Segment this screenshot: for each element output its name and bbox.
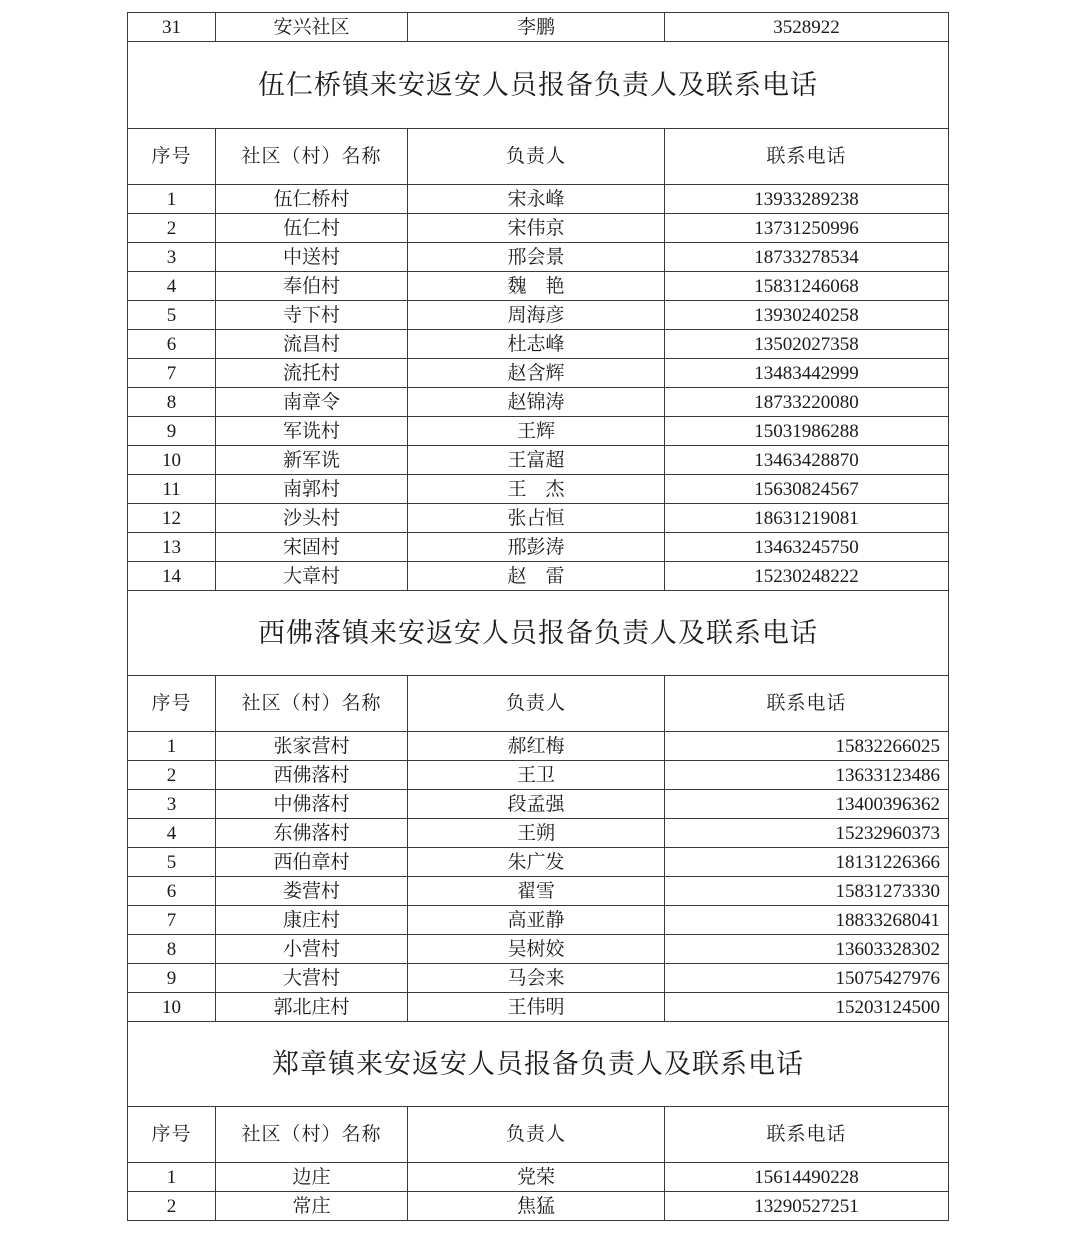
person-in-charge: 邢彭涛 — [408, 533, 665, 562]
person-in-charge: 宋永峰 — [408, 185, 665, 214]
person-in-charge: 魏 艳 — [408, 272, 665, 301]
person-in-charge: 杜志峰 — [408, 330, 665, 359]
table-header-row — [128, 676, 949, 732]
person-in-charge: 王富超 — [408, 446, 665, 475]
table-row — [128, 214, 949, 243]
person-in-charge: 王 杰 — [408, 475, 665, 504]
phone-number: 13400396362 — [665, 790, 949, 819]
phone-number: 13731250996 — [665, 214, 949, 243]
table-row — [128, 935, 949, 964]
phone-number: 18131226366 — [665, 848, 949, 877]
phone-number: 15630824567 — [665, 475, 949, 504]
table-row — [128, 301, 949, 330]
table-row — [128, 243, 949, 272]
table-row — [128, 446, 949, 475]
community-name: 宋固村 — [216, 533, 408, 562]
phone-number: 13483442999 — [665, 359, 949, 388]
phone-number: 15832266025 — [665, 732, 949, 761]
community-name: 安兴社区 — [216, 13, 408, 42]
row-number: 7 — [128, 359, 216, 388]
person-in-charge: 翟雪 — [408, 877, 665, 906]
person-in-charge: 王卫 — [408, 761, 665, 790]
contact-table-document — [127, 12, 948, 1221]
community-name: 娄营村 — [216, 877, 408, 906]
person-in-charge: 张占恒 — [408, 504, 665, 533]
table-row — [128, 330, 949, 359]
row-number: 3 — [128, 790, 216, 819]
phone-number: 18733278534 — [665, 243, 949, 272]
phone-number: 15614490228 — [665, 1163, 949, 1192]
row-number: 9 — [128, 417, 216, 446]
person-in-charge: 吴树姣 — [408, 935, 665, 964]
header-community: 社区（村）名称 — [216, 676, 408, 732]
header-number: 序号 — [128, 129, 216, 185]
community-name: 寺下村 — [216, 301, 408, 330]
header-person: 负责人 — [408, 129, 665, 185]
contact-table — [127, 12, 949, 1221]
row-number: 3 — [128, 243, 216, 272]
row-number: 1 — [128, 1163, 216, 1192]
row-number: 14 — [128, 562, 216, 591]
community-name: 军诜村 — [216, 417, 408, 446]
phone-number: 13463428870 — [665, 446, 949, 475]
section-title: 西佛落镇来安返安人员报备负责人及联系电话 — [128, 591, 949, 676]
table-row — [128, 848, 949, 877]
header-phone: 联系电话 — [665, 676, 949, 732]
table-row — [128, 504, 949, 533]
person-in-charge: 焦猛 — [408, 1192, 665, 1221]
community-name: 东佛落村 — [216, 819, 408, 848]
row-number: 4 — [128, 819, 216, 848]
row-number: 6 — [128, 877, 216, 906]
header-number: 序号 — [128, 676, 216, 732]
row-number: 8 — [128, 388, 216, 417]
community-name: 伍仁桥村 — [216, 185, 408, 214]
table-row — [128, 475, 949, 504]
community-name: 边庄 — [216, 1163, 408, 1192]
person-in-charge: 郝红梅 — [408, 732, 665, 761]
community-name: 郭北庄村 — [216, 993, 408, 1022]
header-number: 序号 — [128, 1107, 216, 1163]
section-title: 伍仁桥镇来安返安人员报备负责人及联系电话 — [128, 42, 949, 129]
table-row — [128, 562, 949, 591]
phone-number: 15831246068 — [665, 272, 949, 301]
phone-number: 15232960373 — [665, 819, 949, 848]
person-in-charge: 王朔 — [408, 819, 665, 848]
community-name: 南章令 — [216, 388, 408, 417]
row-number: 5 — [128, 301, 216, 330]
community-name: 小营村 — [216, 935, 408, 964]
phone-number: 15075427976 — [665, 964, 949, 993]
table-row — [128, 732, 949, 761]
row-number: 2 — [128, 214, 216, 243]
phone-number: 13633123486 — [665, 761, 949, 790]
phone-number: 13603328302 — [665, 935, 949, 964]
phone-number: 18733220080 — [665, 388, 949, 417]
table-row — [128, 906, 949, 935]
phone-number: 13502027358 — [665, 330, 949, 359]
table-row — [128, 964, 949, 993]
row-number: 31 — [128, 13, 216, 42]
row-number: 1 — [128, 732, 216, 761]
phone-number: 13930240258 — [665, 301, 949, 330]
community-name: 奉伯村 — [216, 272, 408, 301]
person-in-charge: 王伟明 — [408, 993, 665, 1022]
header-community: 社区（村）名称 — [216, 129, 408, 185]
community-name: 伍仁村 — [216, 214, 408, 243]
row-number: 1 — [128, 185, 216, 214]
row-number: 11 — [128, 475, 216, 504]
section-title-row — [128, 42, 949, 129]
phone-number: 18833268041 — [665, 906, 949, 935]
table-row — [128, 417, 949, 446]
phone-number: 15831273330 — [665, 877, 949, 906]
header-person: 负责人 — [408, 676, 665, 732]
table-header-row — [128, 129, 949, 185]
community-name: 流昌村 — [216, 330, 408, 359]
section-title-row — [128, 591, 949, 676]
community-name: 中佛落村 — [216, 790, 408, 819]
section-title: 郑章镇来安返安人员报备负责人及联系电话 — [128, 1022, 949, 1107]
row-number: 10 — [128, 446, 216, 475]
table-row — [128, 1163, 949, 1192]
header-phone: 联系电话 — [665, 129, 949, 185]
table-header-row — [128, 1107, 949, 1163]
community-name: 中送村 — [216, 243, 408, 272]
section-title-row — [128, 1022, 949, 1107]
header-phone: 联系电话 — [665, 1107, 949, 1163]
row-number: 9 — [128, 964, 216, 993]
person-in-charge: 邢会景 — [408, 243, 665, 272]
community-name: 新军诜 — [216, 446, 408, 475]
row-number: 4 — [128, 272, 216, 301]
person-in-charge: 马会来 — [408, 964, 665, 993]
header-community: 社区（村）名称 — [216, 1107, 408, 1163]
phone-number: 13463245750 — [665, 533, 949, 562]
person-in-charge: 党荣 — [408, 1163, 665, 1192]
community-name: 康庄村 — [216, 906, 408, 935]
table-row — [128, 790, 949, 819]
row-number: 5 — [128, 848, 216, 877]
person-in-charge: 赵含辉 — [408, 359, 665, 388]
person-in-charge: 赵锦涛 — [408, 388, 665, 417]
row-number: 8 — [128, 935, 216, 964]
table-row — [128, 819, 949, 848]
table-row — [128, 993, 949, 1022]
community-name: 沙头村 — [216, 504, 408, 533]
table-row — [128, 1192, 949, 1221]
phone-number: 15031986288 — [665, 417, 949, 446]
community-name: 西伯章村 — [216, 848, 408, 877]
row-number: 12 — [128, 504, 216, 533]
row-number: 10 — [128, 993, 216, 1022]
table-row — [128, 533, 949, 562]
person-in-charge: 朱广发 — [408, 848, 665, 877]
community-name: 常庄 — [216, 1192, 408, 1221]
row-number: 6 — [128, 330, 216, 359]
community-name: 西佛落村 — [216, 761, 408, 790]
table-row — [128, 877, 949, 906]
header-person: 负责人 — [408, 1107, 665, 1163]
community-name: 大营村 — [216, 964, 408, 993]
table-row — [128, 761, 949, 790]
person-in-charge: 宋伟京 — [408, 214, 665, 243]
table-row — [128, 388, 949, 417]
phone-number: 18631219081 — [665, 504, 949, 533]
table-row — [128, 185, 949, 214]
row-number: 13 — [128, 533, 216, 562]
phone-number: 13290527251 — [665, 1192, 949, 1221]
person-in-charge: 赵 雷 — [408, 562, 665, 591]
person-in-charge: 周海彦 — [408, 301, 665, 330]
table-row — [128, 13, 949, 42]
person-in-charge: 段孟强 — [408, 790, 665, 819]
table-row — [128, 359, 949, 388]
person-in-charge: 高亚静 — [408, 906, 665, 935]
person-in-charge: 李鹏 — [408, 13, 665, 42]
phone-number: 15230248222 — [665, 562, 949, 591]
phone-number: 3528922 — [665, 13, 949, 42]
row-number: 2 — [128, 1192, 216, 1221]
community-name: 流托村 — [216, 359, 408, 388]
row-number: 7 — [128, 906, 216, 935]
person-in-charge: 王辉 — [408, 417, 665, 446]
phone-number: 15203124500 — [665, 993, 949, 1022]
phone-number: 13933289238 — [665, 185, 949, 214]
table-row — [128, 272, 949, 301]
community-name: 张家营村 — [216, 732, 408, 761]
row-number: 2 — [128, 761, 216, 790]
community-name: 大章村 — [216, 562, 408, 591]
community-name: 南郭村 — [216, 475, 408, 504]
